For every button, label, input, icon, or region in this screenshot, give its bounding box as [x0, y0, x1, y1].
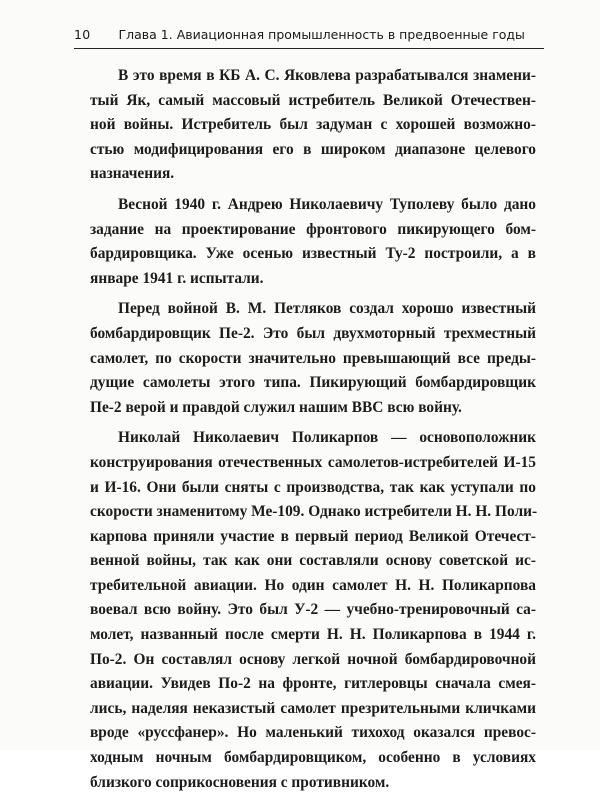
text-line: и И-16. Они были сняты с производства, так как уступали по: [90, 478, 536, 496]
text-line: бардировщика. Уже осенью известный Ту-2 построили, а в: [90, 245, 536, 263]
paragraph: [90, 297, 536, 420]
text-line: задание на проектирование фронтового пикирующего бом-: [90, 220, 536, 238]
text-line: близкого соприкосновения с противником.: [90, 773, 390, 791]
text-line: ходным ночным бомбардировщиком, особенно в условиях: [90, 749, 536, 767]
text-line: Перед войной В. М. Петляков создал хорошо известный: [118, 300, 536, 318]
paragraph: [90, 426, 536, 795]
text-line: лись, наделяя неказистый самолет презрительными кличками: [90, 699, 536, 717]
text-line: карпова приняли участие в первый период Великой Отечест-: [90, 527, 536, 545]
text-line: январе 1941 г. испытали.: [90, 269, 264, 287]
text-line: дущие самолеты этого типа. Пикирующий бомбардировщик: [90, 374, 536, 392]
text-line: назначения.: [90, 165, 175, 183]
paragraph: [90, 193, 536, 291]
text-line: самолет, по скорости значительно превышающий все преды-: [90, 349, 536, 367]
text-line: ной войны. Истребитель был задуман с хорошей возможно-: [90, 116, 536, 134]
text-line: молет, названный после смерти Н. Н. Поликарпова в 1944 г.: [90, 626, 536, 644]
text-line: бомбардировщик Пе-2. Это был двухмоторный трехместный: [90, 324, 536, 342]
paragraph: [90, 64, 536, 187]
text-line: воевал всю войну. Это был У-2 — учебно-тренировочный са-: [90, 601, 536, 619]
chapter-title: Глава 1. Авиационная промышленность в предвоенные годы: [118, 27, 525, 42]
running-header: [74, 22, 544, 49]
text-line: стью модифицирования его в широком диапазоне целевого: [90, 140, 536, 158]
text-line: В это время в КБ А. С. Яковлева разрабатывался знамени-: [118, 67, 536, 84]
body-text: [90, 64, 536, 801]
text-line: вроде «руссфанер». Но маленький тихоход оказался превос-: [90, 724, 536, 742]
text-line: конструирования отечественных самолетов-истребителей И-15: [90, 453, 536, 471]
text-line: требительной авиации. Но один самолет Н. Н. Поликарпова: [90, 576, 536, 594]
text-line: авиации. Увидев По-2 на фронте, гитлеровцы сначала смея-: [90, 675, 536, 693]
page-number: 10: [74, 27, 91, 42]
text-line: Пе-2 верой и правдой служил нашим ВВС всю войну.: [90, 398, 462, 416]
text-line: По-2. Он составлял основу легкой ночной бомбардировочной: [90, 650, 536, 668]
text-line: Николай Николаевич Поликарпов — основоположник: [118, 429, 536, 447]
text-line: скорости знаменитому Ме-109. Однако истребители Н. Н. Поли-: [90, 503, 538, 521]
text-line: Весной 1940 г. Андрею Николаевичу Туполеву было дано: [118, 195, 536, 213]
text-line: венной войны, так как они составляли основу советской ис-: [90, 552, 536, 570]
text-line: тый Як, самый массовый истребитель Великой Отечествен-: [90, 91, 536, 109]
